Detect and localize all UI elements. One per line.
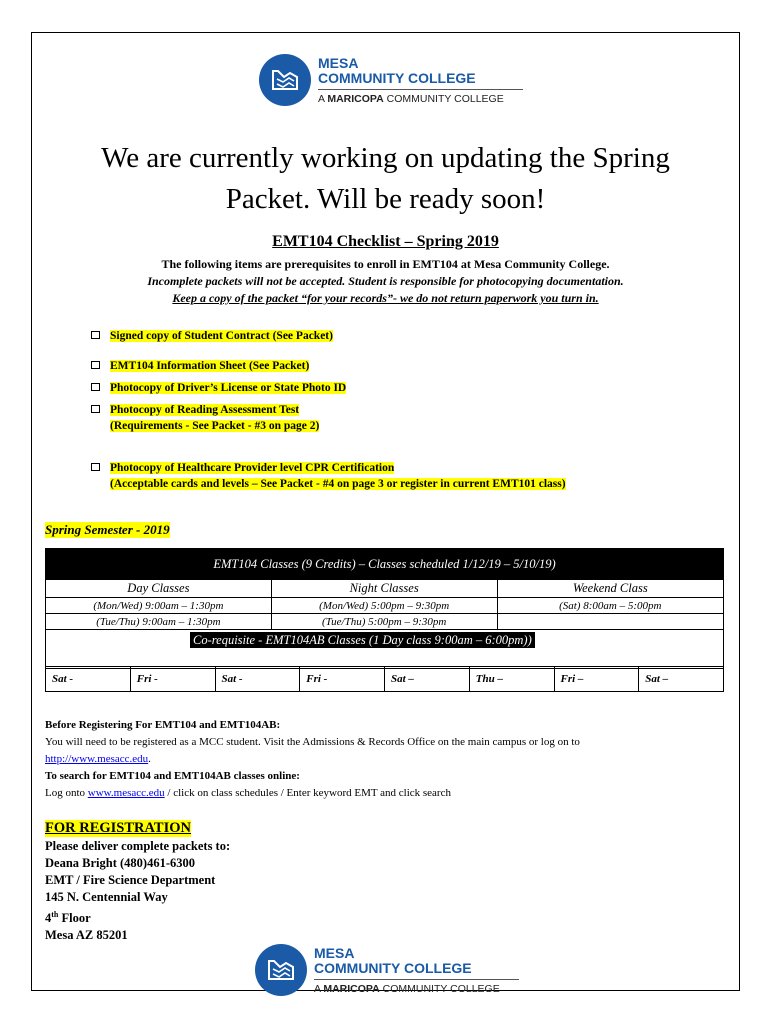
mesacc-link[interactable]: http://www.mesacc.edu [45,753,149,765]
checkbox-icon [91,331,100,339]
checklist-item-text: Photocopy of Driver’s License or State Photo ID [110,382,347,394]
day-cell: Sat – [639,667,724,692]
table-cell: (Tue/Thu) 5:00pm – 9:30pm [271,614,497,630]
before-heading: Before Registering For EMT104 and EMT104AB: [45,719,281,731]
day-cell: Sat - [46,667,131,692]
semester-label: Spring Semester - 2019 [45,522,170,537]
headline-line-1: We are currently working on updating the Spring [101,142,670,174]
checklist-title: EMT104 Checklist – Spring 2019 [272,233,499,250]
logo-line-3: A MARICOPA COMMUNITY COLLEGE [318,89,523,105]
checkbox-icon [91,383,100,391]
address-line: 145 N. Centennial Way [45,890,168,904]
search-text: Log onto www.mesacc.edu / click on class schedules / Enter keyword EMT and click search [45,787,451,799]
intro-line-3: Keep a copy of the packet “for your records”- we do not return paperwork you turn in. [172,291,599,305]
mesacc-short-link[interactable]: www.mesacc.edu [87,787,165,799]
coreq-banner: Co-requisite - EMT104AB Classes (1 Day class 9:00am – 6:00pm)) [190,632,535,648]
college-emblem-icon [259,54,311,106]
day-cell: Sat – [385,667,470,692]
checklist-intro [31,256,740,307]
day-cell: Fri - [130,667,215,692]
schedule-table [45,548,724,669]
checklist-item-text: Photocopy of Healthcare Provider level CPR Certification [110,462,395,474]
address-line: 4th Floor [45,910,91,926]
table-cell: (Tue/Thu) 9:00am – 1:30pm [46,614,272,630]
checklist-item [91,380,346,396]
checklist-item-text: Signed copy of Student Contract (See Packet) [110,330,333,342]
mcc-logo-top [259,54,523,106]
checklist-item [91,358,309,374]
table-cell [497,614,723,630]
registration-address [45,838,230,944]
search-heading: To search for EMT104 and EMT104AB classes online: [45,770,300,782]
logo-line-1: MESA [314,944,355,961]
checklist-item [91,328,333,344]
intro-line-1: The following items are prerequisites to enroll in EMT104 at Mesa Community College. [161,257,610,271]
table-cell: (Mon/Wed) 5:00pm – 9:30pm [271,598,497,614]
before-text: You will need to be registered as a MCC student. Visit the Admissions & Records Office on the main campus or log on to http://www.mesacc.edu. [45,736,580,765]
day-cell: Sat - [215,667,300,692]
checklist-item-subtext: (Requirements - See Packet - #3 on page 2) [110,420,320,432]
logo-line-1: MESA [318,54,359,71]
column-header: Weekend Class [497,580,723,598]
headline [31,138,740,220]
logo-line-2: COMMUNITY COLLEGE [318,69,476,86]
checklist-item-text: EMT104 Information Sheet (See Packet) [110,360,310,372]
info-section [45,717,695,802]
column-header: Day Classes [46,580,272,598]
college-emblem-icon [255,944,307,996]
checklist-item [91,402,319,434]
address-line: Please deliver complete packets to: [45,839,231,853]
address-line: EMT / Fire Science Department [45,873,216,887]
checkbox-icon [91,463,100,471]
table-cell: (Mon/Wed) 9:00am – 1:30pm [46,598,272,614]
table-cell: (Sat) 8:00am – 5:00pm [497,598,723,614]
headline-line-2: Packet. Will be ready soon! [225,183,546,215]
address-line: Mesa AZ 85201 [45,928,128,943]
day-cell: Thu – [469,667,554,692]
checklist-item-subtext: (Acceptable cards and levels – See Packet - #4 on page 3 or register in current EMT101 class) [110,478,566,490]
checkbox-icon [91,361,100,369]
coreq-days-table [45,666,724,692]
registration-heading: FOR REGISTRATION [45,820,191,836]
logo-line-3: A MARICOPA COMMUNITY COLLEGE [314,979,519,995]
day-cell: Fri – [554,667,639,692]
checkbox-icon [91,405,100,413]
checklist-item-text: Photocopy of Reading Assessment Test [110,404,300,416]
intro-line-2: Incomplete packets will not be accepted. Student is responsible for photocopying documentation. [147,274,624,288]
checklist-item [91,460,566,492]
column-header: Night Classes [271,580,497,598]
schedule-banner: EMT104 Classes (9 Credits) – Classes scheduled 1/12/19 – 5/10/19) [46,549,724,580]
day-cell: Fri - [300,667,385,692]
logo-line-2: COMMUNITY COLLEGE [314,959,472,976]
address-line: Deana Bright (480)461-6300 [45,856,195,870]
mcc-logo-bottom [255,944,519,996]
